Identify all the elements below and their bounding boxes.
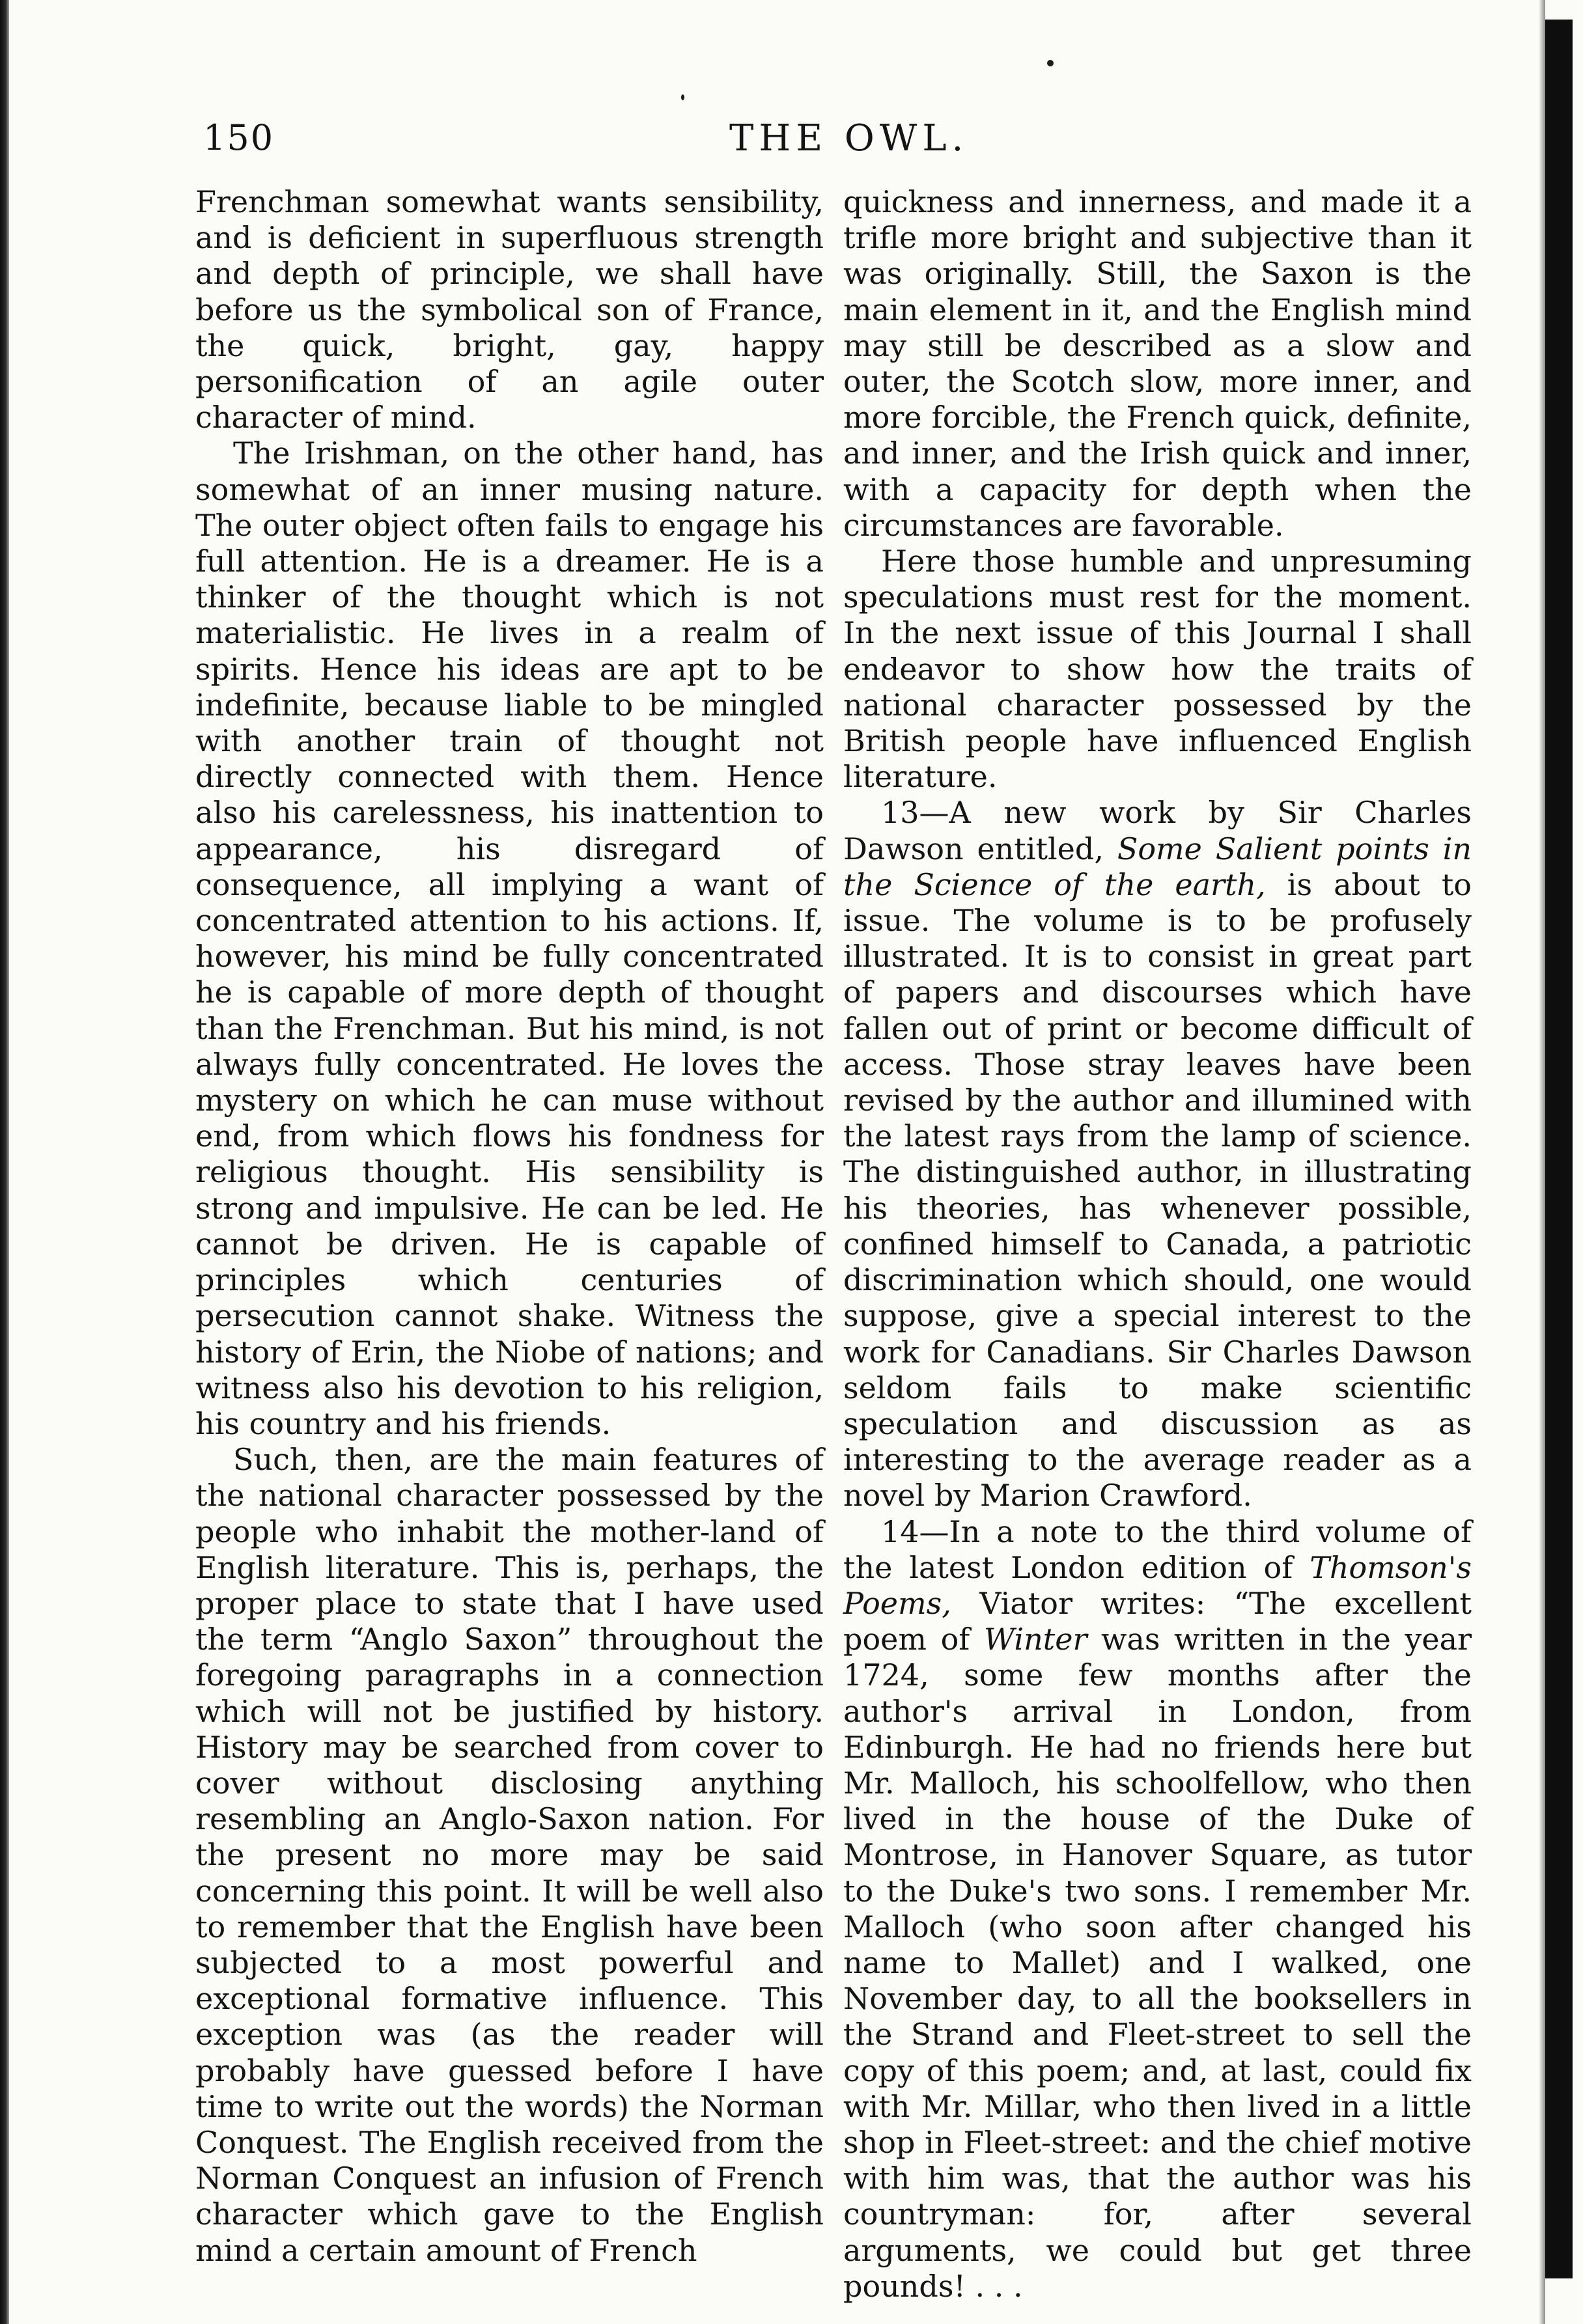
paragraph: Here those humble and unpresuming speculations must rest for the moment. In the next issue of this Journal I shall endeavor to show how the traits of national character possessed by the British people have influenced English literature. [843, 544, 1472, 795]
poem-title: Winter [983, 1622, 1087, 1657]
scan-left-edge [0, 0, 9, 2324]
item-14-text-c: was written in the year 1724, some few months after the author's arrival in London, from Edinburgh. He had no friends here but Mr. Malloch, his schoolfellow, who then lived in the house of the Duke of Montrose, in Hanover Square, as tutor to the Duke's two sons. I remember Mr. Malloch (who soon after changed his name to Mallet) and I walked, one November day, to all the booksellers in the Strand and Fleet-street to sell the copy of this poem; and, at last, could fix with Mr. Millar, who then lived in a little shop in Fleet-street: and the chief motive with him was, that the author was his countryman: for, after several arguments, we could but get three pounds! . . . [843, 1622, 1472, 2304]
scan-speck [1047, 60, 1054, 66]
paragraph: Such, then, are the main features of the national character possessed by the people who inhabit the mother-land of English literature. This is, perhaps, the proper place to state that I have used the term “Anglo Saxon” throughout the foregoing paragraphs in a connection which will not be justified by history. History may be searched from cover to cover without disclosing anything resembling an Anglo-Saxon nation. For the present no more may be said concerning this point. It will be well also to remember that the English have been subjected to a most powerful and exceptional formative influence. This exception was (as the reader will probably have guessed before I have time to write out the words) the Norman Conquest. The English received from the Norman Conquest an infusion of French character which gave to the English mind a certain amount of French [195, 1442, 824, 2268]
item-13-text-a: 13—A new work by Sir Charles Dawson entitled, [843, 795, 1472, 866]
scan-right-edge [1545, 20, 1573, 2278]
paragraph: The Irishman, on the other hand, has somewhat of an inner musing nature. The outer object often fails to engage his full attention. He is a dreamer. He is a thinker of the thought which is not materialistic. He lives in a realm of spirits. Hence his ideas are apt to be indefinite, because liable to be mingled with another train of thought not directly connected with them. Hence also his carelessness, his inattention to appearance, his disregard of consequence, all implying a want of concentrated attention to his actions. If, however, his mind be fully concentrated he is capable of more depth of thought than the Frenchman. But his mind, is not always fully concentrated. He loves the mystery on which he can muse without end, from which flows his fondness for religious thought. His sensibility is strong and impulsive. He can be led. He cannot be driven. He is capable of principles which centuries of persecution cannot shake. Witness the history of Erin, the Niobe of nations; and witness also his devotion to his religion, his country and his friends. [195, 436, 824, 1441]
paragraph: Frenchman somewhat wants sensibility, and is deficient in superfluous strength and depth of principle, we shall have before us the symbolical son of France, the quick, bright, gay, happy personification of an agile outer character of mind. [195, 184, 824, 436]
left-column [195, 184, 824, 2269]
right-column [843, 184, 1472, 2304]
running-title: THE OWL. [729, 117, 969, 159]
book-title: Some Salient points in the Science of the earth, [843, 831, 1472, 902]
book-title: Thomson's Poems, [843, 1549, 1472, 1621]
item-13-text-b: is about to issue. The volume is to be profusely illustrated. It is to consist in great part of papers and discourses which have fallen out of print or become difficult of access. Those stray leaves have been revised by the author and illumined with the latest rays from the lamp of science. The distinguished author, in illustrating his theories, has whenever possible, confined himself to Canada, a patriotic discrimination which should, one would suppose, give a special interest to the work for Canadians. Sir Charles Dawson seldom fails to make scientific speculation and discussion as as interesting to the average reader as a novel by Marion Crawford. [843, 866, 1472, 1514]
scan-right-shadow [1539, 0, 1545, 2324]
paragraph-item-14 [843, 1514, 1472, 2304]
item-14-text-b: Viator writes: “The excellent poem of [843, 1585, 1472, 1657]
paragraph: quickness and innerness, and made it a trifle more bright and subjective than it was originally. Still, the Saxon is the main element in it, and the English mind may still be described as a slow and outer, the Scotch slow, more inner, and more forcible, the French quick, definite, and inner, and the Irish quick and inner, with a capacity for depth when the circumstances are favorable. [843, 184, 1472, 543]
page-number: 150 [203, 117, 275, 158]
item-14-text-a: 14—In a note to the third volume of the latest London edition of [843, 1514, 1472, 1585]
scan-speck [681, 94, 684, 100]
paragraph-item-13 [843, 795, 1472, 1514]
